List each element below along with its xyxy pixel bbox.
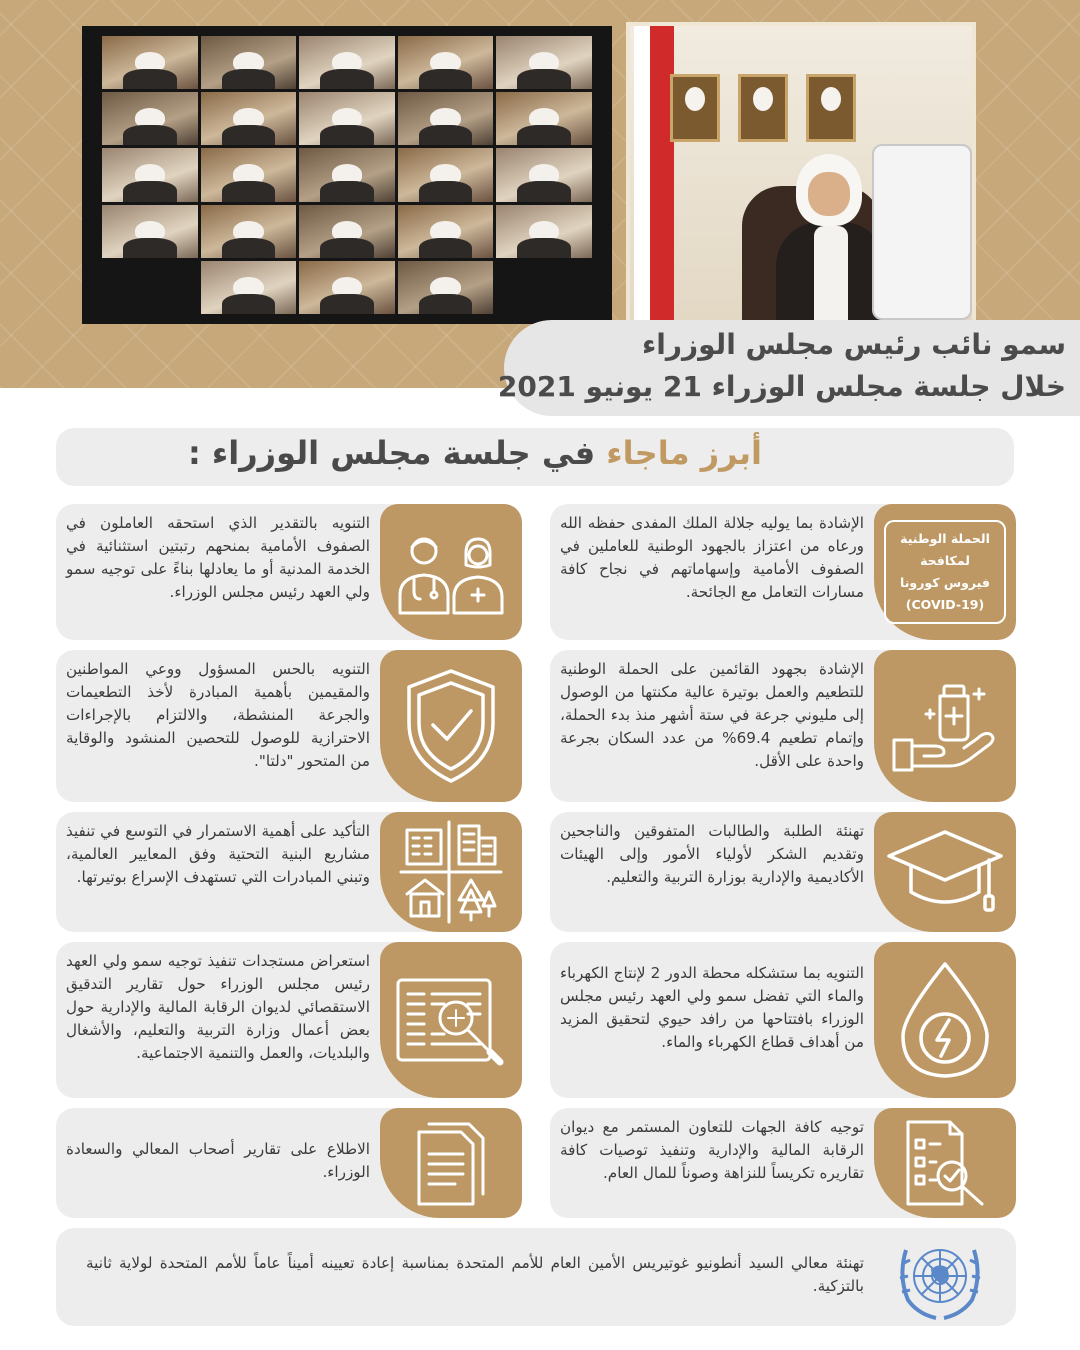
card-icon-area — [874, 812, 1016, 932]
card-vaccination-campaign — [550, 650, 1016, 802]
participant-tile — [201, 148, 297, 201]
portrait-frame — [738, 74, 788, 142]
card-cooperation-directive — [550, 1108, 1016, 1218]
card-text: الإشادة بما يوليه جلالة الملك المفدى حفظه الله ورعاه من اعتزاز بالجهود الوطنية للعاملين في الصفوف الأمامية وإسهاماتهم في نجاح كافة مسارات التعامل مع الجائحة. — [560, 514, 864, 601]
participant-tile — [496, 36, 592, 89]
portrait-frame — [806, 74, 856, 142]
card-frontline-praise — [550, 504, 1016, 640]
card-text: تهنئة معالي السيد أنطونيو غوتيريس الأمين العام للأمم المتحدة بمناسبة إعادة تعيينه أميناً عاماً للأمم المتحدة لولاية ثانية بالتزكية. — [86, 1254, 864, 1295]
participant-tile — [398, 36, 494, 89]
participant-tile — [102, 36, 198, 89]
main-photo-frame — [626, 22, 976, 324]
card-icon-area — [874, 942, 1016, 1098]
card-icon-area — [380, 942, 522, 1098]
card-text: التنويه بالحس المسؤول ووعي المواطنين والمقيمين بأهمية المبادرة لأخذ التطعيمات والجرعة المنشطة، والالتزام بالإجراءات الاحترازية للوصول للتحصين المنشود والوقاية من المتحور "دلتا". — [66, 660, 370, 770]
covid-campaign-badge — [874, 504, 1016, 640]
participant-tile — [201, 261, 297, 314]
card-text: استعراض مستجدات تنفيذ توجيه سمو ولي العهد رئيس مجلس الوزراء حول تقارير التدقيق الاستقصائي لديوان الرقابة المالية والإدارية حول بعض أعمال وزارة التربية والتعليم، والأشغال والبلديات، والعمل والتنمية الاجتماعية. — [66, 952, 370, 1062]
covid-badge-line: فيروس كورونا — [900, 575, 990, 590]
graduation-cap-icon — [885, 822, 1005, 922]
bahrain-flag — [634, 26, 674, 320]
covid-campaign-label — [884, 520, 1006, 624]
person-face — [808, 172, 850, 216]
empty-tile — [102, 261, 198, 314]
participant-tile — [102, 205, 198, 258]
highlights-heading-accent: أبرز ماجاء — [606, 434, 763, 472]
covid-badge-line: الحملة الوطنية — [900, 531, 990, 546]
participant-tile — [201, 92, 297, 145]
title-box — [497, 320, 1080, 416]
shield-check-icon — [401, 667, 501, 785]
card-text: توجيه كافة الجهات للتعاون المستمر مع ديوان الرقابة المالية والإدارية وتنفيذ توصيات كافة تقاريره تكريساً للنزاهة وصوناً للمال العام. — [560, 1118, 864, 1182]
checklist-inspection-icon — [900, 1118, 990, 1208]
participant-tile — [496, 205, 592, 258]
card-students-congrats — [550, 812, 1016, 932]
documents-icon — [415, 1120, 487, 1206]
participant-tile — [398, 92, 494, 145]
title-line-1: سمو نائب رئيس مجلس الوزراء — [641, 328, 1066, 361]
participant-tile — [496, 92, 592, 145]
card-power-station — [550, 942, 1016, 1098]
card-icon-area — [874, 650, 1016, 802]
participant-tile — [201, 36, 297, 89]
card-audit-reports — [56, 942, 522, 1098]
card-text: الاطلاع على تقارير أصحاب المعالي والسعادة الوزراء. — [66, 1140, 370, 1181]
card-icon-area — [890, 1232, 990, 1324]
participant-tile — [299, 36, 395, 89]
covid-badge-line: (COVID-19) — [905, 597, 985, 612]
card-infrastructure — [56, 812, 522, 932]
card-icon-area — [380, 1108, 522, 1218]
covid-badge-line: لمكافحة — [920, 553, 970, 568]
card-un-congrats — [56, 1228, 1016, 1326]
video-conference-grid — [82, 26, 612, 324]
card-text: الإشادة بجهود القائمين على الحملة الوطنية للتطعيم والعمل بوتيرة عالية مكنتها من الوصول إلى مليوني جرعة في ستة أشهر منذ بدء الحملة، وإتمام تطعيم 69.4% من عدد السكان بجرعة واحدة على الأقل. — [560, 660, 865, 770]
person-thobe — [814, 226, 848, 320]
vaccine-hand-icon — [890, 678, 1000, 774]
participant-tile — [299, 261, 395, 314]
card-frontline-ranks — [56, 504, 522, 640]
participant-tile — [496, 148, 592, 201]
computer-monitor — [872, 144, 972, 320]
participant-tile — [398, 261, 494, 314]
title-line-2: خلال جلسة مجلس الوزراء 21 يونيو 2021 — [497, 370, 1066, 403]
portrait-frame — [670, 74, 720, 142]
un-emblem-icon — [892, 1234, 988, 1322]
card-public-awareness — [56, 650, 522, 802]
card-icon-area — [874, 1108, 1016, 1218]
card-icon-area — [380, 812, 522, 932]
infrastructure-icon — [399, 820, 503, 924]
participant-tile — [398, 148, 494, 201]
participant-tile — [299, 205, 395, 258]
highlights-heading-rest: في جلسة مجلس الوزراء : — [187, 434, 607, 472]
participant-tile — [201, 205, 297, 258]
participant-tile — [299, 92, 395, 145]
doctor-nurse-icon — [394, 529, 508, 615]
card-text: التنويه بما ستشكله محطة الدور 2 لإنتاج الكهرباء والماء التي تفضل سمو ولي العهد رئيس مجلس الوزراء بافتتاحها من رافد حيوي لتحقيق المزيد من أهداف قطاع الكهرباء والماء. — [560, 964, 864, 1051]
main-photo — [630, 26, 972, 320]
empty-tile — [496, 261, 592, 314]
participant-tile — [398, 205, 494, 258]
card-ministers-reports — [56, 1108, 522, 1218]
card-icon-area — [380, 650, 522, 802]
highlights-heading — [56, 428, 1014, 486]
water-electricity-icon — [897, 960, 993, 1080]
audit-report-icon — [394, 972, 508, 1068]
card-text: التأكيد على أهمية الاستمرار في التوسع في تنفيذ مشاريع البنية التحتية وفق المعايير العالمية، وتبني المبادرات التي تستهدف الإسراع بوتيرتها. — [66, 822, 370, 886]
card-text: التنويه بالتقدير الذي استحقه العاملون في الصفوف الأمامية بمنحهم رتبتين استثنائية في الخدمة المدنية أو ما يعادلها بناءً على توجيه سمو ولي العهد رئيس مجلس الوزراء. — [66, 514, 370, 601]
card-text: تهنئة الطلبة والطالبات المتفوقين والناجحين وتقديم الشكر لأولياء الأمور وإلى الهيئات الأكاديمية والإدارية بوزارة التربية والتعليم. — [560, 822, 864, 886]
card-icon-area — [380, 504, 522, 640]
participant-tile — [102, 148, 198, 201]
participant-tile — [102, 92, 198, 145]
participant-tile — [299, 148, 395, 201]
